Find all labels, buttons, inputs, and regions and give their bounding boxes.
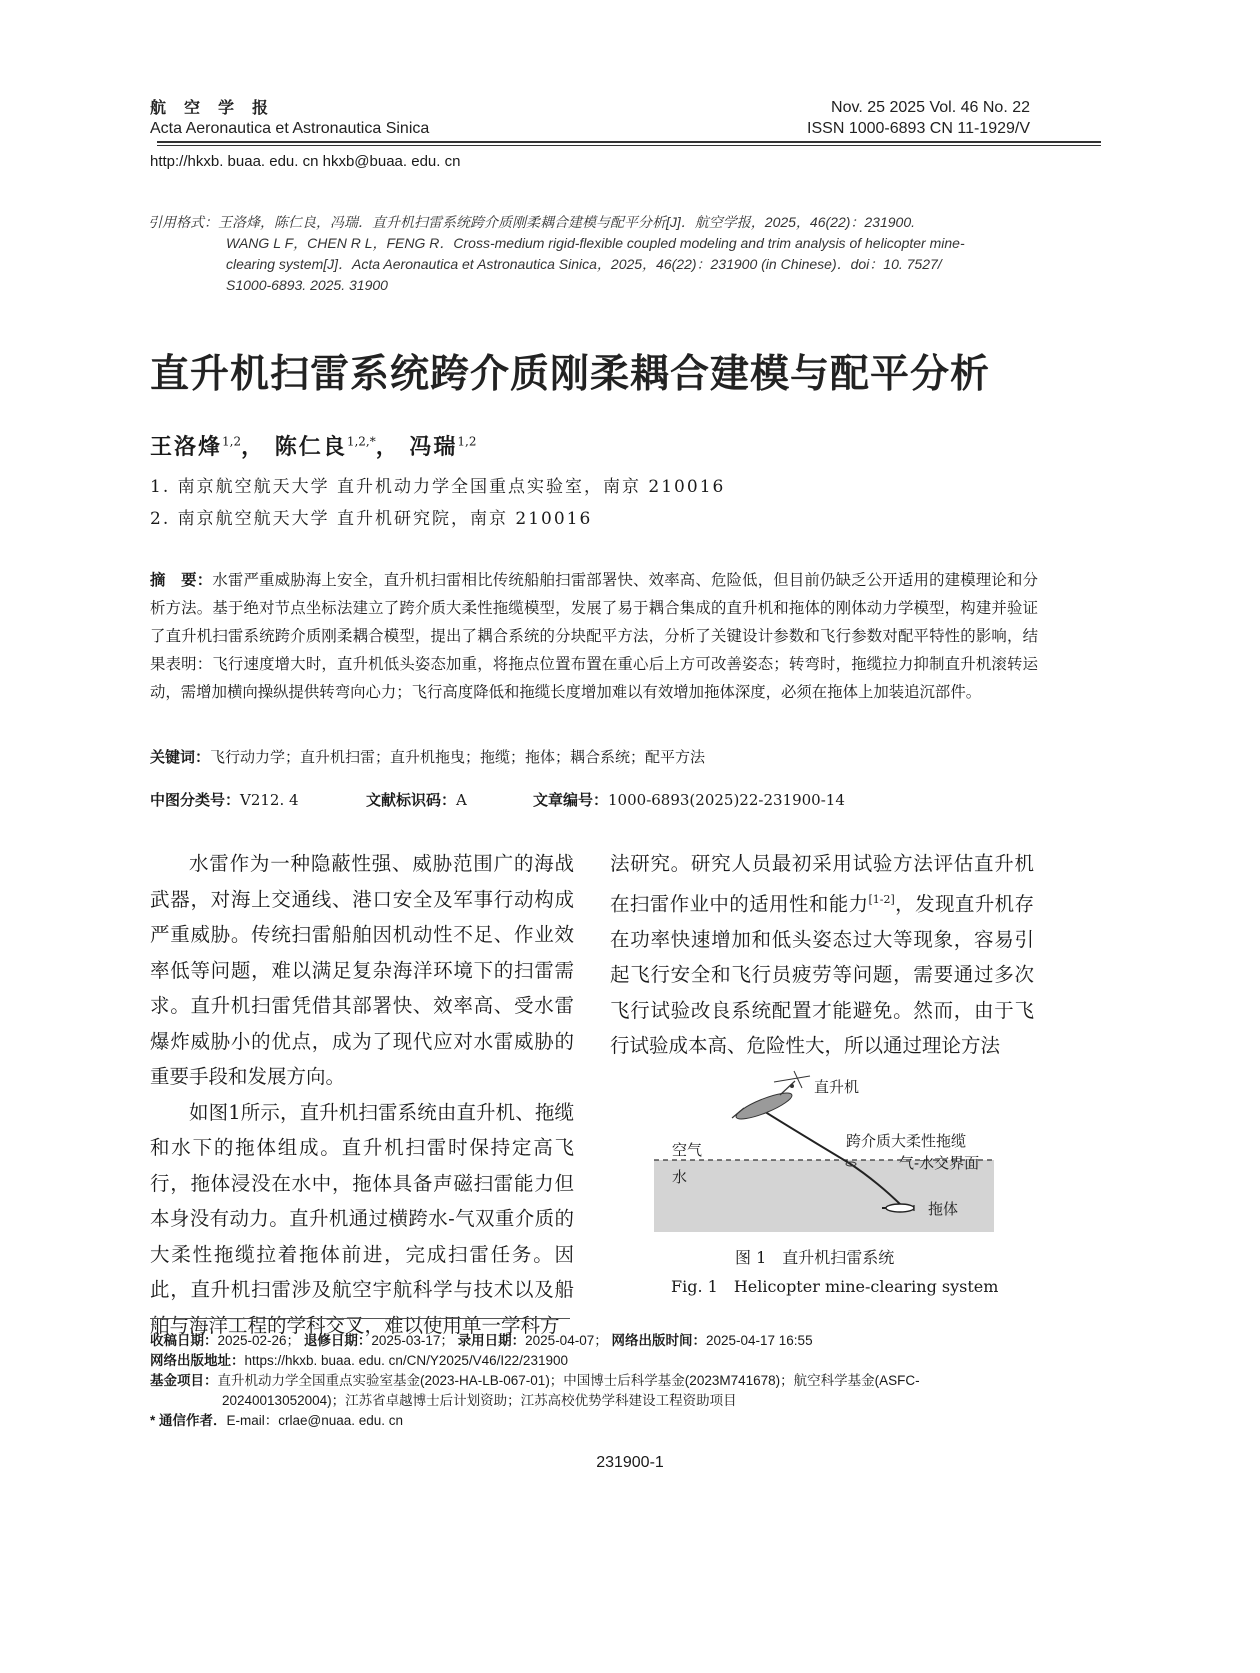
funding-label: 基金项目： <box>150 1373 218 1388</box>
journal-name-en: Acta Aeronautica et Astronautica Sinica <box>150 120 430 137</box>
author-separator: ， <box>241 434 266 460</box>
author-name[interactable]: 陈仁良 <box>274 434 347 460</box>
revised-label: 退修日期： <box>303 1333 372 1348</box>
article-number-label: 文章编号： <box>533 791 609 809</box>
footnote-rule <box>150 1318 570 1319</box>
body-paragraph <box>610 846 1034 1064</box>
body-text: 法研究。研究人员最初采用试验方法评估直升机在扫雷作业中的适用性和能力 <box>610 852 1034 915</box>
label-helicopter: 直升机 <box>814 1078 860 1096</box>
funding-line: 直升机动力学全国重点实验室基金(2023-HA-LB-067-01)；中国博士后科学基金(2023M741678)；航空科学基金(ASFC- <box>217 1373 920 1388</box>
citation-en-2: clearing system[J]．Acta Aeronautica et Astronautica Sinica，2025，46(22)：231900 (in Chinese)．doi：10. 7527/ <box>226 256 942 272</box>
doc-code-label: 文献标识码： <box>366 791 457 809</box>
clc-number <box>150 790 299 810</box>
article-number <box>533 790 845 810</box>
doc-code <box>366 790 467 810</box>
abstract-label: 摘 要： <box>150 571 213 589</box>
figure-caption-cn: 图 1 直升机扫雷系统 <box>735 1248 895 1267</box>
label-interface: 气-水交界面 <box>899 1154 980 1172</box>
keywords <box>150 747 705 767</box>
citation-en-1: WANG L F，CHEN R L，FENG R．Cross-medium rigid-flexible coupled modeling and trim analysis of helicopter mine- <box>226 235 965 251</box>
online-label: 网络出版时间： <box>611 1333 706 1348</box>
author-affil-sup: 1,2 <box>222 434 242 449</box>
affiliation-item: 2. 南京航空航天大学 直升机研究院，南京 210016 <box>150 509 593 529</box>
citation-ref[interactable]: [1-2] <box>868 892 895 906</box>
article-number-value: 1000-6893(2025)22-231900-14 <box>608 791 845 809</box>
online-url-label: 网络出版地址： <box>150 1353 245 1368</box>
label-cable: 跨介质大柔性拖缆 <box>846 1132 967 1150</box>
keywords-text: 飞行动力学；直升机扫雷；直升机拖曳；拖缆；拖体；耦合系统；配平方法 <box>210 748 706 766</box>
author-name[interactable]: 冯瑞 <box>409 434 458 460</box>
citation-label: 引用格式： <box>148 214 218 230</box>
received-label: 收稿日期： <box>150 1333 218 1348</box>
author-affil-sup: 1,2,* <box>346 434 376 449</box>
accepted-date: 2025-04-07； <box>525 1333 608 1348</box>
accepted-label: 录用日期： <box>457 1333 526 1348</box>
funding-line: 20240013052004)；江苏省卓越博士后计划资助；江苏高校优势学科建设工程资助项目 <box>222 1392 737 1408</box>
footnote-url <box>150 1351 1050 1371</box>
citation-block <box>148 212 1108 296</box>
clc-value: V212. 4 <box>240 791 299 809</box>
footnote-funding <box>150 1371 1050 1410</box>
abstract-text: 水雷严重威胁海上安全，直升机扫雷相比传统船舶扫雷部署快、效率高、危险低，但目前仍缺乏公开适用的建模理论和分析方法。基于绝对节点坐标法建立了跨介质大柔性拖缆模型，发展了易于耦合集成的直升机和拖体的刚体动力学模型，构建并验证了直升机扫雷系统跨介质刚柔耦合模型，提出了耦合系统的分块配平方法，分析了关键设计参数和飞行参数对配平特性的影响，结果表明：飞行速度增大时，直升机低头姿态加重，将拖点位置布置在重心后上方可改善姿态；转弯时，拖缆拉力抑制直升机滚转运动，需增加横向操纵提供转弯向心力；飞行高度降低和拖缆长度增加难以有效增加拖体深度，必须在拖体上加装追沉部件。 <box>150 571 1038 701</box>
corresponding-email[interactable]: E-mail：crlae@nuaa. edu. cn <box>226 1413 404 1428</box>
citation-cn: 王洛烽，陈仁良，冯瑞．直升机扫雷系统跨介质刚柔耦合建模与配平分析[J]．航空学报，2025，46(22)：231900. <box>218 214 915 230</box>
label-towed-body: 拖体 <box>928 1200 959 1218</box>
online-url[interactable]: https://hkxb. buaa. edu. cn/CN/Y2025/V46/I22/231900 <box>244 1353 568 1368</box>
label-air: 空气 <box>672 1141 703 1159</box>
issn-info: ISSN 1000-6893 CN 11-1929/V <box>807 120 1030 137</box>
body-column-left <box>150 846 574 1343</box>
keywords-label: 关键词： <box>150 748 211 766</box>
body-paragraph: 水雷作为一种隐蔽性强、威胁范围广的海战武器，对海上交通线、港口安全及军事行动构成严重威胁。传统扫雷船舶因机动性不足、作业效率低等问题，难以满足复杂海洋环境下的扫雷需求。直升机扫雷凭借其部署快、效率高、受水雷爆炸威胁小的优点，成为了现代应对水雷威胁的重要手段和发展方向。 <box>150 852 574 1088</box>
figure-caption-en: Fig. 1 Helicopter mine-clearing system <box>671 1277 999 1296</box>
header-rule-bottom <box>157 145 1101 146</box>
footnote-dates <box>150 1331 1050 1351</box>
header-rule-top <box>157 141 1101 143</box>
revised-date: 2025-03-17； <box>371 1333 454 1348</box>
affiliation-list <box>150 471 725 535</box>
author-separator: ， <box>375 434 400 460</box>
clc-label: 中图分类号： <box>150 791 241 809</box>
figure-1 <box>654 1068 1034 1238</box>
footnote-corresponding <box>150 1411 1050 1431</box>
label-water: 水 <box>672 1168 688 1186</box>
author-name[interactable]: 王洛烽 <box>150 434 223 460</box>
journal-name-cn: 航 空 学 报 <box>150 98 270 117</box>
doc-code-value: A <box>456 791 467 809</box>
body-paragraph: 如图1所示，直升机扫雷系统由直升机、拖缆和水下的拖体组成。直升机扫雷时保持定高飞行，拖体浸没在水中，拖体具备声磁扫雷能力但本身没有动力。直升机通过横跨水-气双重介质的大柔性拖缆拉着拖体前进，完成扫雷任务。因此，直升机扫雷涉及航空宇航科学与技术以及船舶与海洋工程的学科交叉，难以使用单一学科方 <box>150 1100 574 1337</box>
affiliation-item: 1. 南京航空航天大学 直升机动力学全国重点实验室，南京 210016 <box>150 477 726 497</box>
page-number: 231900-1 <box>596 1454 664 1471</box>
body-text: ，发现直升机存在功率快速增加和低头姿态过大等现象，容易引起飞行安全和飞行员疲劳等问题，需要通过多次飞行试验改良系统配置才能避免。然而，由于飞行试验成本高、危险性大，所以通过理论方法 <box>610 892 1034 1057</box>
paper-title: 直升机扫雷系统跨介质刚柔耦合建模与配平分析 <box>150 351 991 397</box>
citation-en-3: S1000-6893. 2025. 31900 <box>226 277 388 293</box>
author-list <box>150 430 477 461</box>
body-column-right <box>610 846 1034 1064</box>
online-date: 2025-04-17 16:55 <box>705 1333 813 1348</box>
corresponding-label: * 通信作者． <box>150 1413 227 1428</box>
issue-info: Nov. 25 2025 Vol. 46 No. 22 <box>831 99 1030 116</box>
journal-site[interactable]: http://hkxb. buaa. edu. cn hkxb@buaa. edu. cn <box>150 153 461 170</box>
abstract <box>150 566 1038 706</box>
author-affil-sup: 1,2 <box>457 434 477 449</box>
received-date: 2025-02-26； <box>217 1333 301 1348</box>
